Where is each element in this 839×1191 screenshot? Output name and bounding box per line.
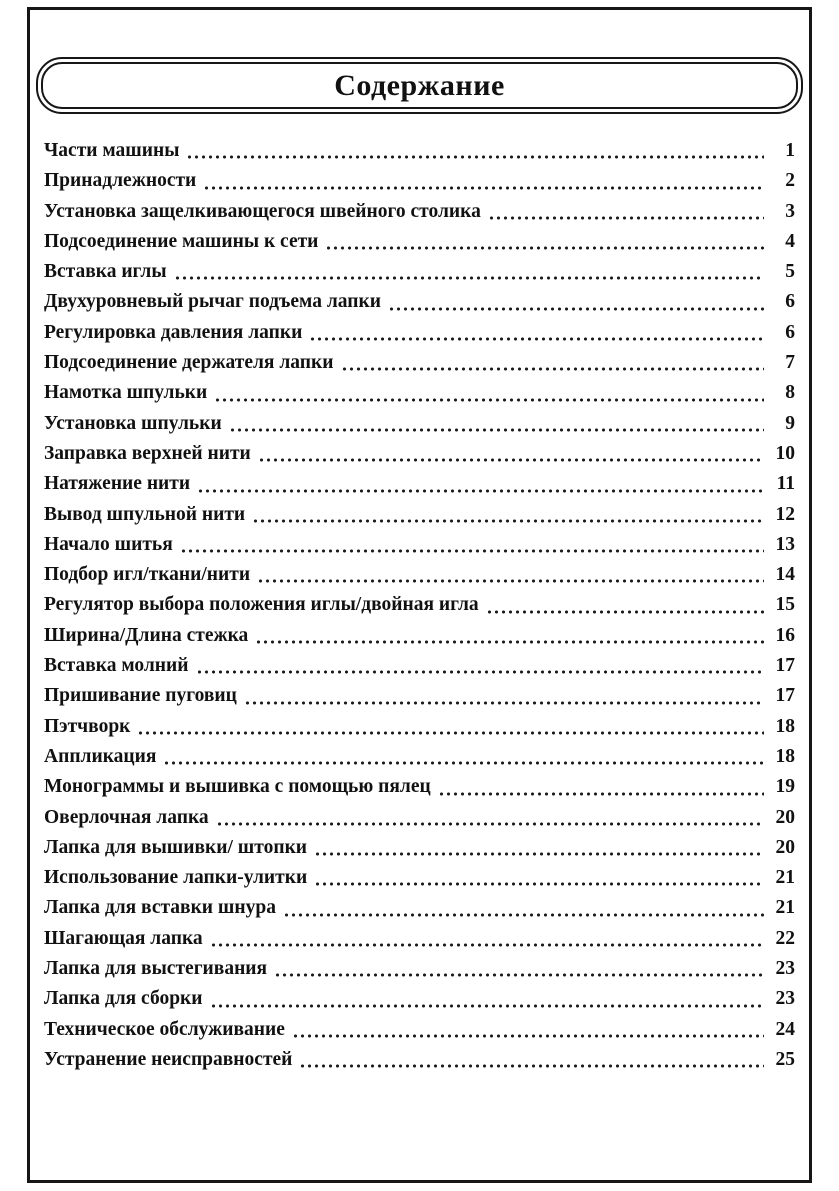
- toc-page-number: 20: [775, 836, 795, 858]
- toc-page-number: 14: [775, 564, 795, 586]
- toc-entry-label: Намотка шпульки: [44, 382, 208, 404]
- toc-leader-dots: [180, 549, 764, 553]
- toc-leader-dots: [292, 1034, 764, 1038]
- toc-page-number: 21: [775, 897, 795, 919]
- toc-leader-dots: [438, 792, 764, 796]
- toc-row: [44, 136, 795, 166]
- toc-row: [44, 500, 795, 530]
- toc-entry-label: Пэтчворк: [44, 715, 131, 737]
- toc-page-number: 8: [785, 382, 795, 404]
- toc-leader-dots: [216, 822, 764, 826]
- toc-page-number: 2: [785, 170, 795, 192]
- toc-leader-dots: [314, 852, 764, 856]
- toc-page-number: 25: [775, 1048, 795, 1070]
- toc-entry-label: Лапка для вышивки/ штопки: [44, 836, 308, 858]
- toc-leader-dots: [486, 610, 764, 614]
- toc-page-number: 19: [775, 776, 795, 798]
- toc-entry-label: Начало шитья: [44, 533, 173, 555]
- toc-row: [44, 378, 795, 408]
- toc-page-number: 23: [775, 958, 795, 980]
- toc-row: [44, 318, 795, 348]
- toc-leader-dots: [258, 458, 764, 462]
- toc-row: [44, 287, 795, 317]
- toc-entry-label: Регулировка давления лапки: [44, 321, 303, 343]
- toc-page-number: 1: [785, 140, 795, 161]
- toc-leader-dots: [283, 913, 764, 917]
- toc-entry-label: Оверлочная лапка: [44, 806, 209, 828]
- toc-row: [44, 833, 795, 863]
- toc-entry-label: Заправка верхней нити: [44, 442, 251, 464]
- page-title: Содержание: [334, 68, 505, 102]
- toc-entry-label: Подбор игл/ткани/нити: [44, 564, 251, 586]
- title-box: [36, 57, 803, 114]
- toc-page-number: 6: [785, 291, 795, 313]
- toc-entry-label: Монограммы и вышивка с помощью пялец: [44, 776, 431, 798]
- toc-page-number: 5: [785, 261, 795, 283]
- toc-row: [44, 257, 795, 287]
- toc-leader-dots: [244, 701, 764, 705]
- toc-leader-dots: [252, 519, 764, 523]
- toc-leader-dots: [210, 1004, 764, 1008]
- toc-page-number: 16: [775, 624, 795, 646]
- toc-leader-dots: [197, 489, 764, 493]
- toc-page-number: 3: [785, 200, 795, 222]
- toc-entry-label: Двухуровневый рычаг подъема лапки: [44, 291, 381, 313]
- toc-leader-dots: [174, 276, 764, 280]
- toc-leader-dots: [163, 761, 764, 765]
- toc-page-number: 13: [775, 533, 795, 555]
- toc-entry-label: Лапка для вставки шнура: [44, 897, 276, 919]
- toc-leader-dots: [137, 731, 764, 735]
- toc-leader-dots: [274, 973, 764, 977]
- toc-entry-label: Натяжение нити: [44, 473, 191, 495]
- toc-row: [44, 984, 795, 1014]
- toc-row: [44, 924, 795, 954]
- toc-entry-label: Лапка для выстегивания: [44, 958, 268, 980]
- toc-row: [44, 197, 795, 227]
- toc-row: [44, 166, 795, 196]
- toc-row: [44, 621, 795, 651]
- toc-leader-dots: [341, 367, 764, 371]
- toc-entry-label: Установка шпульки: [44, 412, 222, 434]
- toc-row: [44, 530, 795, 560]
- toc-list: [44, 136, 795, 1075]
- toc-row: [44, 348, 795, 378]
- toc-entry-label: Аппликация: [44, 745, 157, 767]
- toc-leader-dots: [257, 579, 764, 583]
- toc-page-number: 18: [775, 715, 795, 737]
- toc-entry-label: Вывод шпульной нити: [44, 503, 246, 525]
- toc-row: [44, 1015, 795, 1045]
- toc-page-number: 6: [785, 321, 795, 343]
- toc-entry-label: Вставка иглы: [44, 261, 167, 283]
- toc-page-number: 21: [775, 867, 795, 889]
- toc-entry-label: Устранение неисправностей: [44, 1048, 293, 1070]
- toc-row: [44, 954, 795, 984]
- toc-page-number: 22: [775, 927, 795, 949]
- toc-entry-label: Пришивание пуговиц: [44, 685, 237, 707]
- toc-row: [44, 1045, 795, 1075]
- toc-leader-dots: [314, 882, 764, 886]
- toc-entry-label: Части машины: [44, 140, 180, 161]
- toc-page-number: 10: [775, 442, 795, 464]
- toc-page-number: 18: [775, 745, 795, 767]
- toc-page-number: 23: [775, 988, 795, 1010]
- toc-row: [44, 863, 795, 893]
- toc-row: [44, 772, 795, 802]
- toc-entry-label: Подсоединение держателя лапки: [44, 352, 334, 374]
- toc-leader-dots: [309, 337, 764, 341]
- toc-page-number: 4: [785, 230, 795, 252]
- title-box-inner: [41, 62, 798, 109]
- toc-page-number: 24: [775, 1018, 795, 1040]
- toc-entry-label: Вставка молний: [44, 655, 189, 677]
- toc-page-number: 7: [785, 352, 795, 374]
- toc-row: [44, 742, 795, 772]
- toc-entry-label: Ширина/Длина стежка: [44, 624, 249, 646]
- toc-row: [44, 439, 795, 469]
- toc-leader-dots: [210, 943, 764, 947]
- toc-row: [44, 803, 795, 833]
- toc-row: [44, 651, 795, 681]
- toc-page-number: 11: [776, 473, 795, 495]
- toc-entry-label: Регулятор выбора положения иглы/двойная игла: [44, 594, 479, 616]
- toc-leader-dots: [203, 186, 764, 190]
- toc-row: [44, 893, 795, 923]
- toc-leader-dots: [186, 155, 764, 159]
- toc-page-number: 12: [775, 503, 795, 525]
- toc-row: [44, 712, 795, 742]
- toc-leader-dots: [488, 216, 764, 220]
- toc-leader-dots: [214, 398, 764, 402]
- toc-entry-label: Принадлежности: [44, 170, 197, 192]
- toc-leader-dots: [229, 428, 764, 432]
- toc-entry-label: Использование лапки-улитки: [44, 867, 308, 889]
- toc-leader-dots: [255, 640, 764, 644]
- toc-row: [44, 469, 795, 499]
- toc-leader-dots: [196, 670, 765, 674]
- toc-page-number: 9: [785, 412, 795, 434]
- toc-row: [44, 227, 795, 257]
- toc-page-number: 17: [775, 685, 795, 707]
- toc-page-number: 17: [775, 655, 795, 677]
- toc-row: [44, 590, 795, 620]
- toc-leader-dots: [388, 307, 764, 311]
- toc-row: [44, 409, 795, 439]
- toc-page-number: 15: [775, 594, 795, 616]
- toc-row: [44, 560, 795, 590]
- toc-entry-label: Техническое обслуживание: [44, 1018, 285, 1040]
- toc-page-number: 20: [775, 806, 795, 828]
- toc-leader-dots: [299, 1064, 764, 1068]
- toc-entry-label: Лапка для сборки: [44, 988, 203, 1010]
- toc-entry-label: Шагающая лапка: [44, 927, 203, 949]
- page-border: [27, 7, 812, 1183]
- toc-leader-dots: [325, 246, 764, 250]
- toc-row: [44, 681, 795, 711]
- toc-entry-label: Подсоединение машины к сети: [44, 230, 319, 252]
- toc-entry-label: Установка защелкивающегося швейного столика: [44, 200, 481, 222]
